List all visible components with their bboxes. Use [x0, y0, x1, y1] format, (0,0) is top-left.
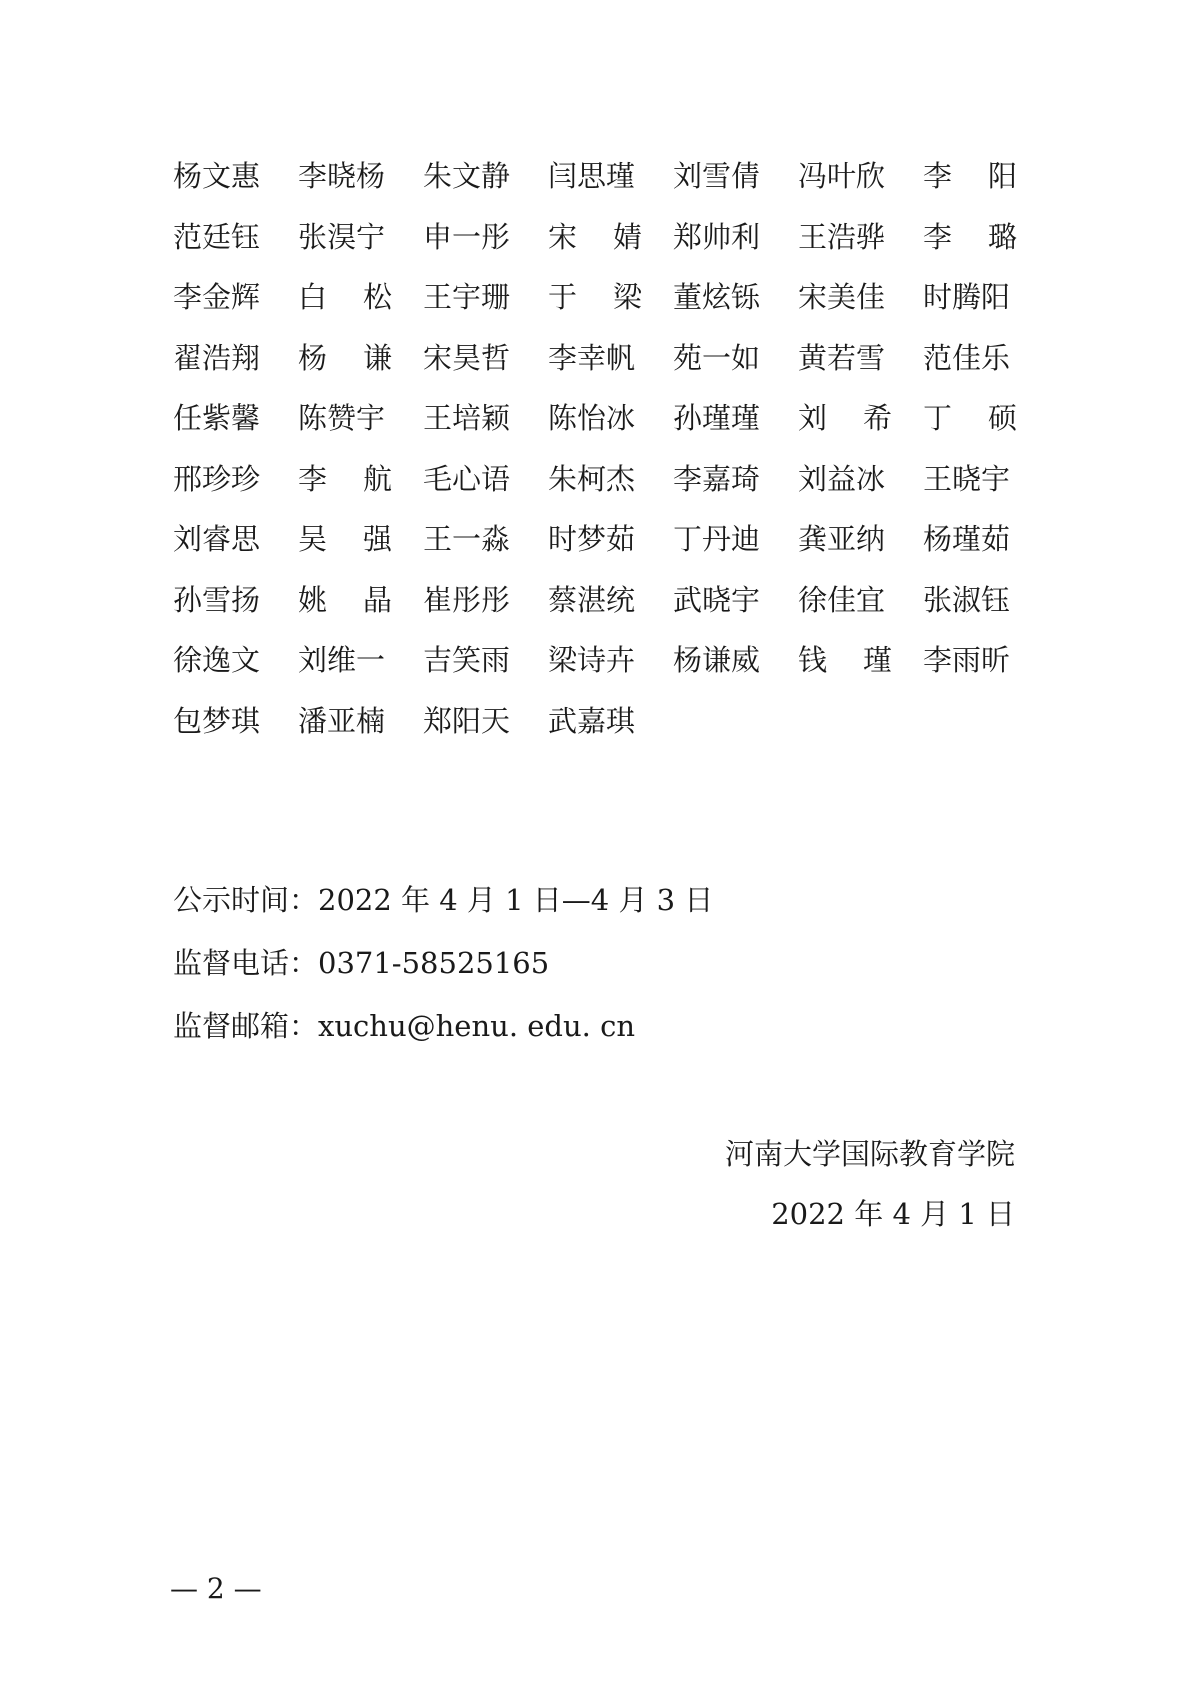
name-item: 黄若雪 [798, 340, 886, 375]
name-item: 申一彤 [423, 219, 511, 254]
name-item: 朱文静 [423, 159, 511, 193]
signature-block [725, 1134, 1015, 1254]
name-item: 董炫铄 [673, 280, 761, 314]
name-item: 杨谦威 [673, 643, 761, 677]
name-item: 杨文惠 [173, 159, 261, 193]
name-item: 丁丹迪 [673, 522, 761, 556]
name-item: 王浩骅 [798, 219, 886, 254]
name-item: 孙瑾瑾 [673, 401, 761, 435]
name-item: 李航 [298, 461, 392, 496]
name-item: 潘亚楠 [298, 703, 386, 738]
name-item: 刘希 [798, 401, 892, 435]
name-item: 崔彤彤 [423, 582, 511, 617]
name-item: 翟浩翔 [173, 340, 261, 375]
name-item: 冯叶欣 [798, 159, 886, 193]
name-item: 时腾阳 [923, 280, 1011, 314]
name-item: 杨谦 [298, 340, 392, 375]
name-item: 刘睿思 [173, 522, 261, 556]
name-item: 刘维一 [298, 643, 386, 677]
name-item: 任紫馨 [173, 401, 261, 435]
name-item: 吉笑雨 [423, 643, 511, 677]
name-item: 王晓宇 [923, 461, 1011, 496]
name-item: 张淏宁 [298, 219, 386, 254]
name-item: 武嘉琪 [548, 703, 636, 738]
name-item: 李幸帆 [548, 340, 636, 375]
name-item: 苑一如 [673, 340, 761, 375]
name-item: 时梦茹 [548, 522, 636, 556]
name-item: 毛心语 [423, 461, 511, 496]
name-item: 龚亚纳 [798, 522, 886, 556]
name-item: 武晓宇 [673, 582, 761, 617]
name-item: 于梁 [548, 280, 642, 314]
name-item: 范佳乐 [923, 340, 1011, 375]
name-item: 杨瑾茹 [923, 522, 1011, 556]
name-item: 梁诗卉 [548, 643, 636, 677]
notice-period: 公示时间：2022 年 4 月 1 日—4 月 3 日 [173, 883, 714, 917]
supervision-email: 监督邮箱：xuchu@henu. edu. cn [173, 1009, 636, 1043]
name-item: 蔡湛统 [548, 582, 636, 617]
name-item: 孙雪扬 [173, 582, 261, 617]
name-item: 宋婧 [548, 219, 642, 254]
name-item: 丁硕 [923, 401, 1017, 435]
name-item: 李璐 [923, 219, 1017, 254]
name-item: 朱柯杰 [548, 461, 636, 496]
name-item: 李金辉 [173, 280, 261, 314]
name-item: 钱瑾 [798, 643, 892, 677]
name-item: 王一淼 [423, 522, 511, 556]
name-item: 李雨昕 [923, 643, 1011, 677]
name-item: 宋美佳 [798, 280, 886, 314]
name-item: 陈怡冰 [548, 401, 636, 435]
name-item: 陈赞宇 [298, 401, 386, 435]
name-item: 邢珍珍 [173, 461, 261, 496]
notice-info [173, 880, 713, 1069]
name-item: 郑帅利 [673, 219, 761, 254]
page-number: — 2 — [170, 1572, 262, 1605]
name-item: 张淑钰 [923, 582, 1011, 617]
name-item: 李阳 [923, 159, 1017, 193]
name-item: 李晓杨 [298, 159, 386, 193]
name-item: 刘益冰 [798, 461, 886, 496]
name-item: 王培颖 [423, 401, 511, 435]
supervision-phone: 监督电话：0371-58525165 [173, 946, 550, 980]
name-item: 姚晶 [298, 582, 392, 617]
name-item: 闫思瑾 [548, 159, 636, 193]
name-item: 李嘉琦 [673, 461, 761, 496]
name-list [173, 156, 1033, 761]
name-item: 郑阳天 [423, 703, 511, 738]
name-item: 包梦琪 [173, 703, 261, 738]
name-item: 宋昊哲 [423, 340, 511, 375]
name-item: 吴强 [298, 522, 392, 556]
name-item: 白松 [298, 280, 392, 314]
name-item: 王宇珊 [423, 280, 511, 314]
signature-org: 河南大学国际教育学院 [724, 1137, 1015, 1171]
name-item: 徐佳宜 [798, 582, 886, 617]
name-item: 范廷钰 [173, 219, 261, 254]
name-item: 徐逸文 [173, 643, 261, 677]
name-item: 刘雪倩 [673, 159, 761, 193]
signature-date: 2022 年 4 月 1 日 [771, 1197, 1015, 1231]
